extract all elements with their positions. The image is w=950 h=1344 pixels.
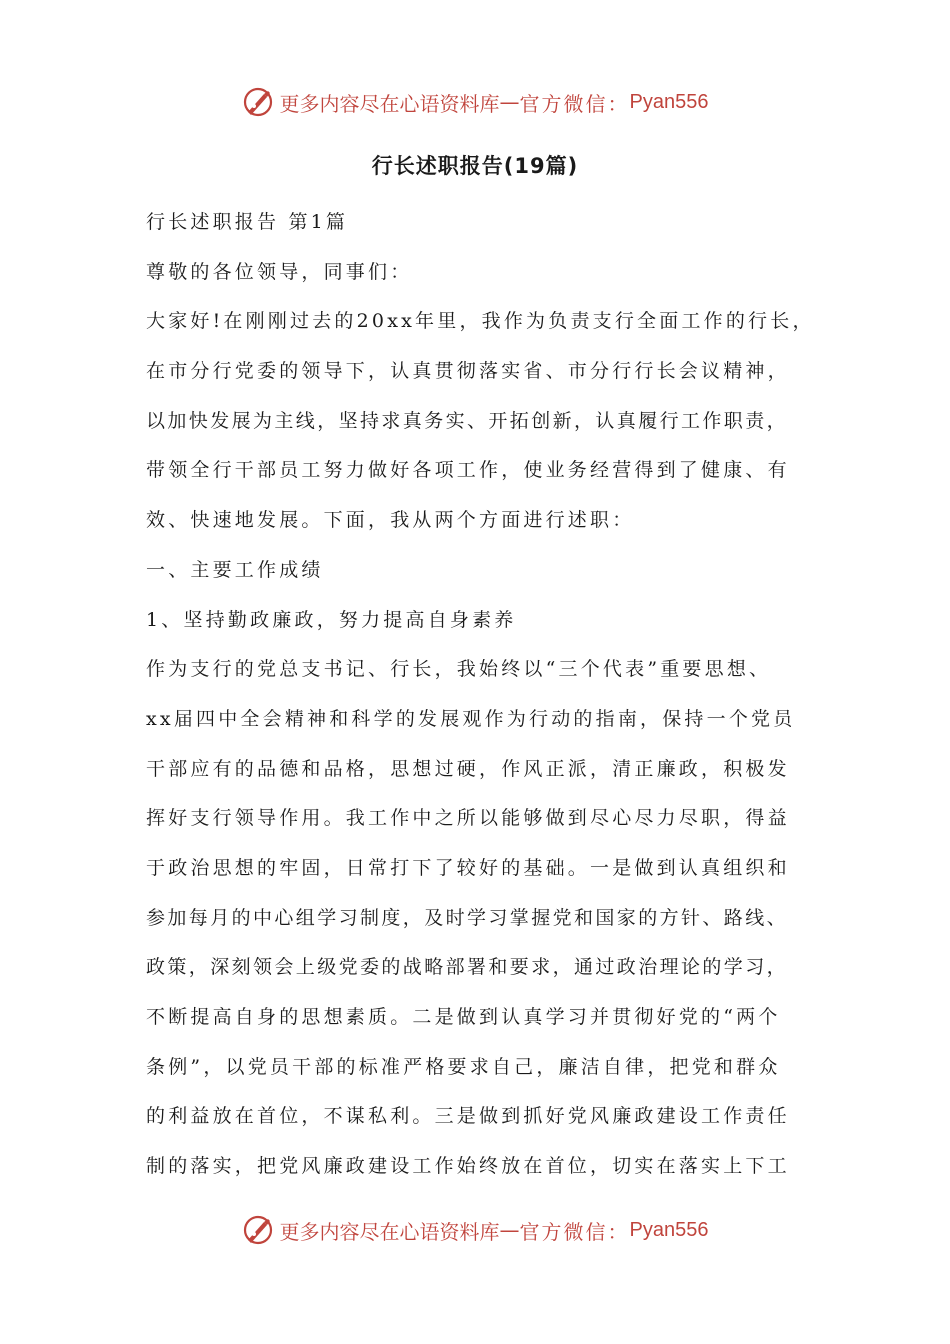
banner-wechat-id: Pyan556 [629,90,709,113]
document-body [146,198,826,1192]
body-line: 不断提高自身的思想素质。二是做到认真学习并贯彻好党的“两个 [146,1006,781,1028]
body-line: 带领全行干部员工努力做好各项工作，使业务经营得到了健康、有 [146,459,790,482]
body-line: 政策，深刻领会上级党委的战略部署和要求，通过政治理论的学习， [146,956,789,979]
document-title: 行长述职报告(19篇) [371,154,579,178]
body-line: 大家好!在刚刚过去的20xx年里，我作为负责支行全面工作的行长， [146,310,815,333]
salutation: 尊敬的各位领导，同事们： [146,260,413,283]
subsection-heading: 一、主要工作成绩 [146,558,324,581]
body-line: 以加快发展为主线，坚持求真务实、开拓创新，认真履行工作职责， [146,409,789,432]
body-line: xx届四中全会精神和科学的发展观作为行动的指南，保持一个党员 [146,707,796,730]
body-line: 效、快速地发展。下面，我从两个方面进行述职： [146,509,635,532]
section-heading: 行长述职报告 第1篇 [146,211,349,233]
banner-official-label: 官方微信： [519,91,630,116]
body-line: 挥好支行领导作用。我工作中之所以能够做到尽心尽力尽职，得益 [146,807,790,830]
banner-separator: — [499,90,520,114]
footer-banner [0,1208,950,1252]
body-line: 的利益放在首位，不谋私利。三是做到抓好党风廉政建设工作责任 [146,1105,790,1128]
body-line: 作为支行的党总支书记、行长，我始终以“三个代表”重要思想、 [146,658,772,681]
body-line: 制的落实，把党风廉政建设工作始终放在首位，切实在落实上下工 [146,1155,790,1178]
banner-official-label: 官方微信： [519,1219,630,1244]
body-line: 条例”，以党员干部的标准严格要求自己，廉洁自律，把党和群众 [146,1055,781,1078]
banner-separator: — [499,1218,520,1242]
header-banner [0,80,950,124]
banner-brand: 更多内容尽在心语资料库 [279,91,500,116]
pen-logo-icon [242,1214,274,1246]
pen-logo-icon [242,86,274,118]
subsection-heading: 1、坚持勤政廉政，努力提高自身素养 [146,608,517,631]
banner-wechat-id: Pyan556 [629,1218,709,1241]
body-line: 在市分行党委的领导下，认真贯彻落实省、市分行行长会议精神， [146,360,790,383]
banner-brand: 更多内容尽在心语资料库 [279,1219,500,1244]
body-line: 干部应有的品德和品格，思想过硬，作风正派，清正廉政，积极发 [146,757,790,780]
body-line: 参加每月的中心组学习制度，及时学习掌握党和国家的方针、路线、 [146,906,789,929]
body-line: 于政治思想的牢固，日常打下了较好的基础。一是做到认真组织和 [146,856,790,879]
